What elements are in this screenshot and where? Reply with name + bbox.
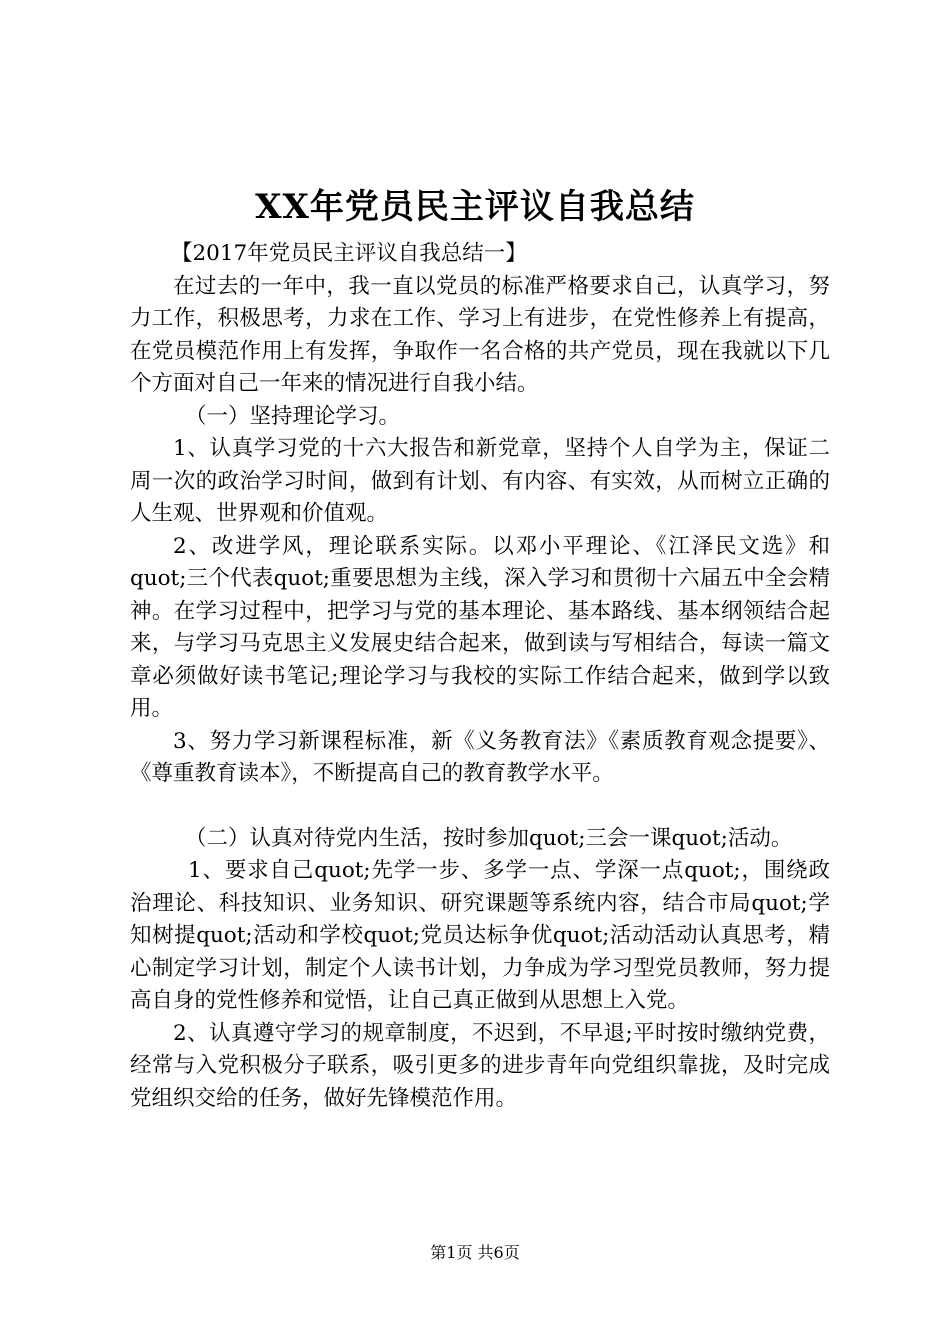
list-item: 1、认真学习党的十六大报告和新党章，坚持个人自学为主，保证二周一次的政治学习时间，做到有计划、有内容、有实效，从而树立正确的人生观、世界观和价值观。 <box>130 436 830 526</box>
list-item: 2、改进学风，理论联系实际。以邓小平理论、《江泽民文选》和quot;三个代表quot;重要思想为主线，深入学习和贯彻十六届五中全会精神。在学习过程中，把学习与党的基本理论、基本路线、基本纲领结合起来，与学习马克思主义发展史结合起来，做到读与写相结合，每读一篇文章必须做好读书笔记;理论学习与我校的实际工作结合起来，做到学以致用。 <box>130 533 830 721</box>
list-item: 3、努力学习新课程标准，新《义务教育法》《素质教育观念提要》、《尊重教育读本》，不断提高自己的教育教学水平。 <box>130 728 830 786</box>
document-body <box>130 238 830 1115</box>
page-footer: 第1页 共6页 <box>430 1243 520 1262</box>
paragraph-gap <box>130 791 830 823</box>
document-subtitle: 【2017年党员民主评议自我总结一】 <box>171 241 527 266</box>
intro-paragraph: 在过去的一年中，我一直以党员的标准严格要求自己，认真学习，努力工作，积极思考，力求在工作、学习上有进步，在党性修养上有提高，在党员模范作用上有发挥，争取作一名合格的共产党员，现在我就以下几个方面对自己一年来的情况进行自我小结。 <box>130 273 830 396</box>
section-heading-2: （二）认真对待党内生活，按时参加quot;三会一课quot;活动。 <box>185 825 793 851</box>
document-title: XX年党员民主评议自我总结 <box>255 187 695 227</box>
list-item: 2、认真遵守学习的规章制度，不迟到，不早退;平时按时缴纳党费，经常与入党积极分子联系，吸引更多的进步青年向党组织靠拢，及时完成党组织交给的任务，做好先锋模范作用。 <box>130 1020 830 1111</box>
list-item: 1、要求自己quot;先学一步、多学一点、学深一点quot;，围绕政治理论、科技知识、业务知识、研究课题等系统内容，结合市局quot;学知树提quot;活动和学校quot;党员达标争优quot;活动活动认真思考，精心制定学习计划，制定个人读书计划，力争成为学习型党员教师，努力提高自身的党性修养和觉悟，让自己真正做到从思想上入党。 <box>130 858 830 1013</box>
section-heading-1: （一）坚持理论学习。 <box>185 403 401 429</box>
